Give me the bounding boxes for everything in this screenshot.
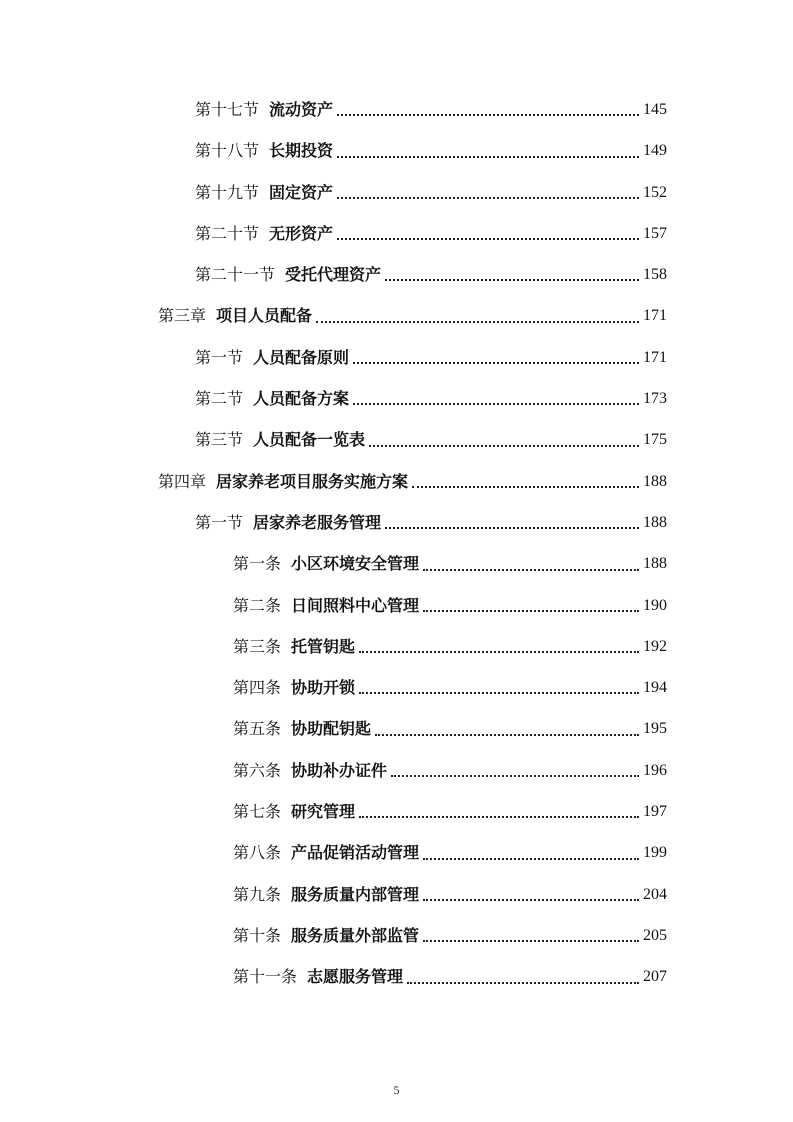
toc-chapter-entry[interactable]: [0, 295, 793, 336]
toc-entry-title: 居家养老项目服务实施方案: [216, 471, 409, 491]
toc-entry[interactable]: [0, 130, 793, 171]
toc-entry-page: 192: [643, 637, 667, 655]
dot-leader: [423, 609, 639, 612]
toc-entry-page: 149: [643, 142, 667, 160]
dot-leader: [337, 155, 639, 158]
dot-leader: [359, 691, 639, 694]
toc-entry-page: 145: [643, 101, 667, 118]
dot-leader: [423, 857, 639, 860]
toc-entry-page: 196: [643, 761, 667, 779]
toc-article-entry[interactable]: [0, 708, 793, 749]
toc-entry-title: 托管钥匙: [291, 636, 356, 656]
toc-entry[interactable]: [0, 254, 793, 295]
toc-article-entry[interactable]: [0, 956, 793, 997]
toc-entry-number: 第十条: [233, 925, 282, 945]
toc-entry-number: 第一节: [195, 512, 244, 532]
toc-entry-number: 第二节: [195, 389, 244, 409]
toc-entry-title: 研究管理: [291, 802, 356, 822]
toc-entry-number: 第一条: [233, 554, 282, 574]
toc-entry-number: 第七条: [233, 802, 282, 822]
toc-entry-number: 第十一条: [233, 967, 298, 987]
toc-entry-page: 171: [643, 307, 667, 325]
toc-entry-title: 项目人员配备: [216, 306, 313, 326]
toc-entry-title: 协助开锁: [291, 678, 356, 698]
toc-entry-number: 第六条: [233, 760, 282, 780]
toc-entry-title: 日间照料中心管理: [291, 595, 420, 615]
dot-leader: [359, 650, 639, 653]
toc-entry-page: 190: [643, 596, 667, 614]
toc-entry-title: 人员配备方案: [253, 389, 350, 409]
dot-leader: [423, 939, 639, 942]
dot-leader: [412, 485, 639, 488]
toc-entry-title: 人员配备一览表: [253, 430, 366, 450]
toc-entry-page: 205: [643, 926, 667, 944]
toc-entry-page: 173: [643, 390, 667, 408]
toc-article-entry[interactable]: [0, 543, 793, 584]
dot-leader: [385, 526, 639, 529]
toc-entry[interactable]: [0, 89, 793, 130]
toc-entry-number: 第四章: [158, 471, 207, 491]
toc-entry[interactable]: [0, 337, 793, 378]
toc-entry-number: 第一节: [195, 347, 244, 367]
dot-leader: [369, 444, 639, 447]
toc-entry-number: 第三章: [158, 306, 207, 326]
dot-leader: [407, 981, 639, 984]
toc-entry-title: 固定资产: [269, 182, 334, 202]
toc-entry-number: 第十八节: [195, 141, 260, 161]
toc-entry-page: 194: [643, 679, 667, 697]
toc-entry-title: 无形资产: [269, 223, 334, 243]
dot-leader: [423, 898, 639, 901]
dot-leader: [316, 320, 639, 323]
toc-entry-title: 流动资产: [269, 100, 334, 119]
toc-entry[interactable]: [0, 213, 793, 254]
toc-entry[interactable]: [0, 378, 793, 419]
toc-entry-title: 服务质量外部监管: [291, 925, 420, 945]
table-of-contents: [0, 89, 793, 998]
toc-entry-number: 第五条: [233, 719, 282, 739]
toc-article-entry[interactable]: [0, 585, 793, 626]
toc-entry-title: 服务质量内部管理: [291, 884, 420, 904]
toc-entry-page: 157: [643, 224, 667, 242]
toc-article-entry[interactable]: [0, 791, 793, 832]
toc-entry-page: 171: [643, 348, 667, 366]
dot-leader: [359, 815, 639, 818]
toc-entry-page: 158: [643, 266, 667, 284]
toc-entry-title: 长期投资: [269, 141, 334, 161]
toc-entry-number: 第十九节: [195, 182, 260, 202]
toc-entry-title: 受托代理资产: [285, 265, 382, 285]
toc-entry-number: 第四条: [233, 678, 282, 698]
toc-entry-number: 第二十节: [195, 223, 260, 243]
dot-leader: [385, 278, 639, 281]
toc-entry-number: 第三条: [233, 636, 282, 656]
toc-entry-number: 第二条: [233, 595, 282, 615]
toc-entry-page: 199: [643, 844, 667, 862]
dot-leader: [391, 774, 639, 777]
toc-entry-number: 第八条: [233, 843, 282, 863]
toc-article-entry[interactable]: [0, 626, 793, 667]
toc-entry-page: 188: [643, 555, 667, 573]
toc-article-entry[interactable]: [0, 915, 793, 956]
dot-leader: [353, 361, 639, 364]
toc-entry-number: 第三节: [195, 430, 244, 450]
dot-leader: [375, 733, 639, 736]
toc-entry-page: 197: [643, 803, 667, 821]
toc-entry-title: 居家养老服务管理: [253, 512, 382, 532]
dot-leader: [353, 402, 639, 405]
toc-entry-page: 152: [643, 183, 667, 201]
toc-entry-title: 小区环境安全管理: [291, 554, 420, 574]
toc-entry-title: 志愿服务管理: [307, 967, 404, 987]
dot-leader: [337, 113, 639, 116]
toc-entry[interactable]: [0, 502, 793, 543]
toc-article-entry[interactable]: [0, 832, 793, 873]
dot-leader: [337, 196, 639, 199]
toc-entry-number: 第二十一节: [195, 265, 276, 285]
toc-entry-page: 204: [643, 885, 667, 903]
toc-article-entry[interactable]: [0, 874, 793, 915]
dot-leader: [337, 237, 639, 240]
toc-entry-number: 第十七节: [195, 100, 260, 119]
toc-entry-page: 188: [643, 513, 667, 531]
toc-article-entry[interactable]: [0, 667, 793, 708]
toc-entry-page: 195: [643, 720, 667, 738]
toc-entry-page: 188: [643, 472, 667, 490]
page-number: 5: [393, 1083, 400, 1097]
toc-entry-title: 人员配备原则: [253, 347, 350, 367]
dot-leader: [423, 568, 639, 571]
toc-article-entry[interactable]: [0, 750, 793, 791]
toc-entry[interactable]: [0, 172, 793, 213]
toc-entry-title: 产品促销活动管理: [291, 843, 420, 863]
toc-chapter-entry[interactable]: [0, 461, 793, 502]
toc-entry-number: 第九条: [233, 884, 282, 904]
toc-entry-title: 协助配钥匙: [291, 719, 372, 739]
toc-entry-title: 协助补办证件: [291, 760, 388, 780]
toc-entry-page: 207: [643, 968, 667, 986]
toc-entry-page: 175: [643, 431, 667, 449]
toc-entry[interactable]: [0, 419, 793, 460]
